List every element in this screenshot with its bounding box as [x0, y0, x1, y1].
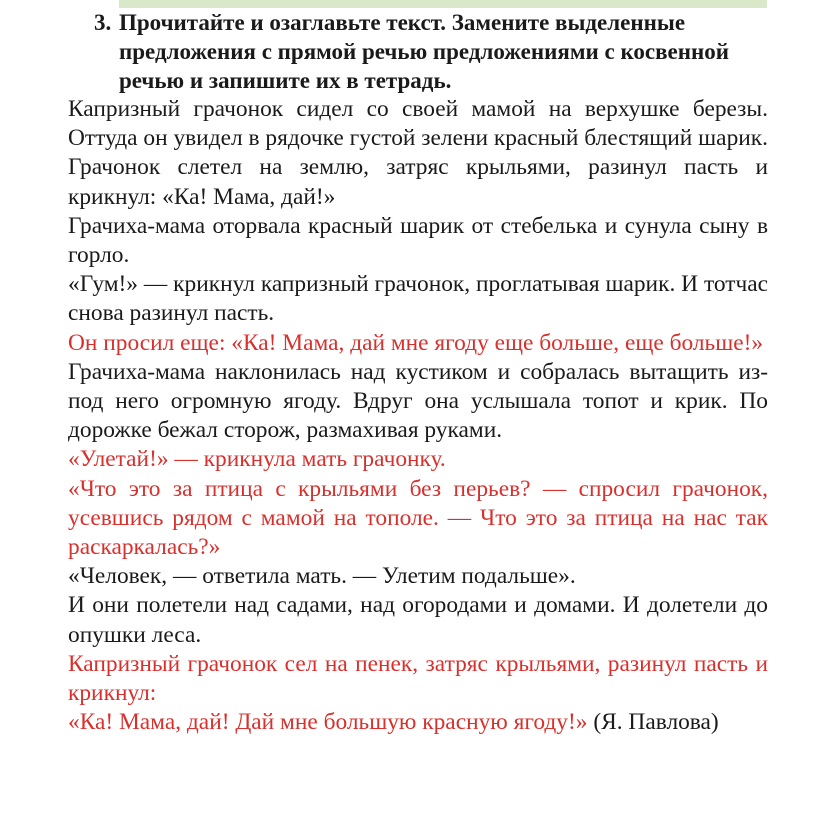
highlighted-sentence-4: Капризный грачонок сел на пенек, затряс крыльями, разинул пасть и крикнул:	[68, 650, 768, 707]
author-credit: (Я. Павлова)	[593, 709, 719, 736]
paragraph-1: Капризный грачонок сидел со своей мамой на верхушке березы. Оттуда он увидел в рядочке густой зелени красный блестящий шарик. Грачонок слетел на землю, затряс крыльями, разинул пасть и крикнул: «Ка! Мама, дай!»	[68, 96, 768, 210]
paragraph-3: «Гум!» — крикнул капризный грачонок, проглатывая шарик. И тотчас снова разинул пасть.	[68, 271, 768, 327]
story-text	[68, 95, 768, 737]
paragraph-2: Грачиха-мама оторвала красный шарик от стебелька и сунула сыну в горло.	[68, 212, 768, 269]
top-green-bar	[119, 0, 767, 8]
task-number: 3.	[94, 10, 112, 35]
task-heading	[94, 8, 766, 95]
final-line	[68, 708, 768, 737]
paragraph-8: «Человек, — ответила мать. — Улетим подальше».	[68, 563, 576, 590]
highlighted-sentence-1: Он просил еще: «Ка! Мама, дай мне ягоду еще больше, еще больше!»	[68, 329, 764, 356]
task-instruction: Прочитайте и озаглавьте текст. Замените выделенные предложения с прямой речью предложениями с косвенной речью и запишите их в тетрадь.	[119, 10, 730, 93]
paragraph-9: И они полетели над садами, над огородами и домами. И долетели до опушки леса.	[68, 592, 768, 648]
highlighted-sentence-2: «Улетай!» — крикнула мать грачонку.	[68, 446, 446, 473]
highlighted-sentence-3: «Что это за птица с крыльями без перьев? — спросил грачонок, усевшись рядом с мамой на тополе. — Что это за птица на нас так раскаркалась?»	[68, 475, 768, 561]
paragraph-5: Грачиха-мама наклонилась над кустиком и собралась вытащить из-под него огромную ягоду. Вдруг она услышала топот и крик. По дорожке бежал сторож, размахивая руками.	[68, 358, 768, 444]
highlighted-sentence-5: «Ка! Мама, дай! Дай мне большую красную ягоду!»	[68, 709, 588, 736]
